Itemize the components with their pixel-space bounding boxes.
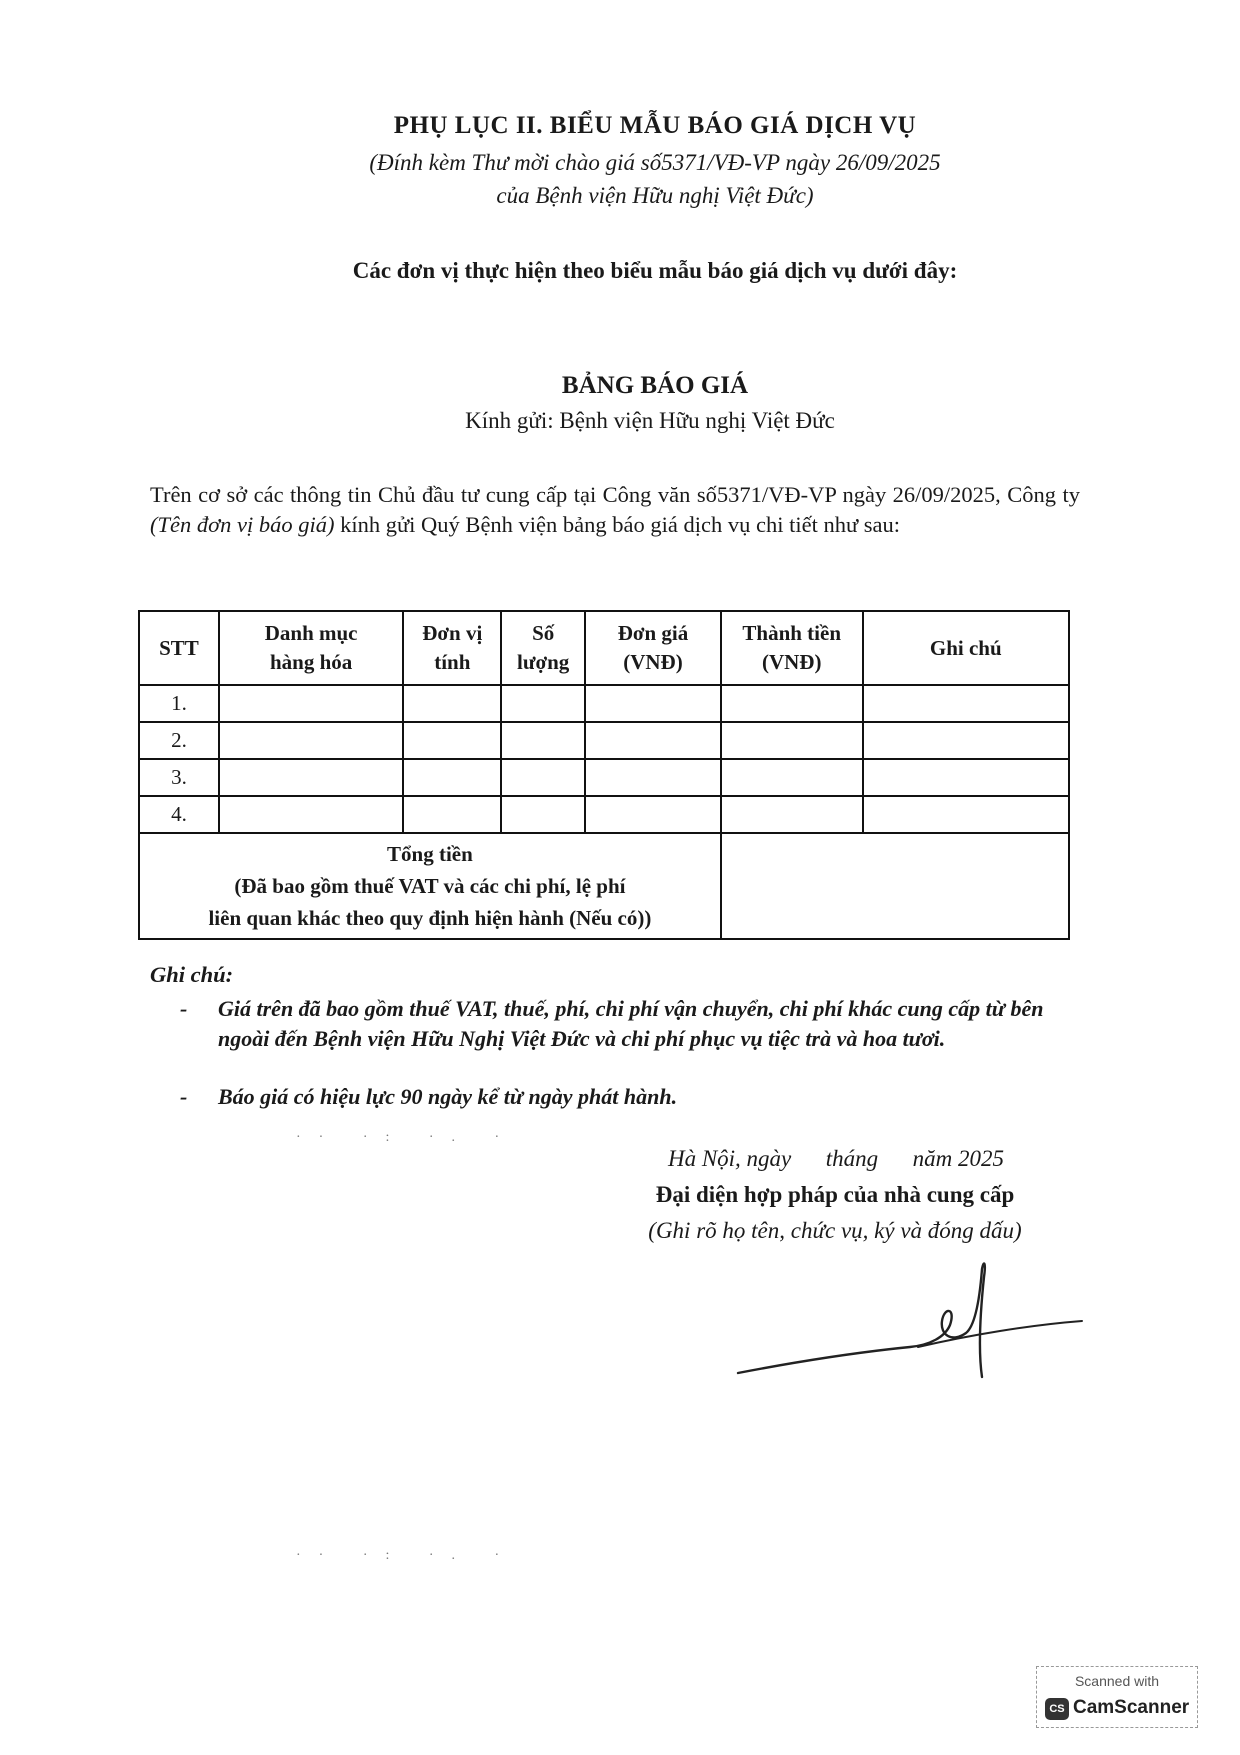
row-stt: 1. [139, 685, 219, 722]
header-amount-line1: Thành tiền [742, 621, 842, 645]
total-row [139, 833, 1069, 939]
notes-heading: Ghi chú: [150, 962, 234, 987]
cell-amount [721, 796, 863, 833]
row-stt: 3. [139, 759, 219, 796]
cell-unit-price [585, 685, 721, 722]
total-value-cell [721, 833, 1069, 939]
cell-unit [403, 685, 501, 722]
header-note: Ghi chú [863, 611, 1069, 685]
header-price-line2: (VNĐ) [623, 650, 683, 674]
cell-amount [721, 759, 863, 796]
header-unit-line1: Đơn vị [422, 621, 483, 645]
cell-unit [403, 759, 501, 796]
cell-item [219, 796, 404, 833]
row-stt: 2. [139, 722, 219, 759]
quote-table [138, 610, 1070, 940]
table-row [139, 722, 1069, 759]
attachment-reference-issuer: của Bệnh viện Hữu nghị Việt Đức) [496, 183, 814, 208]
row-stt: 4. [139, 796, 219, 833]
header-stt: STT [139, 611, 219, 685]
quote-title: BẢNG BÁO GIÁ [561, 372, 749, 399]
cell-quantity [501, 759, 585, 796]
cell-quantity [501, 685, 585, 722]
camscanner-watermark [1036, 1666, 1198, 1728]
cell-item [219, 759, 404, 796]
header-item-line1: Danh mục [264, 621, 358, 645]
intro-text-part1: Trên cơ sở các thông tin Chủ đầu tư cung cấp tại Công văn số5371/VĐ-VP ngày 26/09/2025, Công ty [150, 482, 1080, 507]
note-text: Giá trên đã bao gồm thuế VAT, thuế, phí, chi phí vận chuyển, chi phí khác cung cấp từ bên ngoài đến Bệnh viện Hữu Nghị Việt Đức và chi phí phục vụ tiệc trà và hoa tươi. [218, 996, 1044, 1051]
note-item [180, 1082, 1080, 1112]
header-unit-price [585, 611, 721, 685]
addressee-line: Kính gửi: Bệnh viện Hữu nghị Việt Đức [465, 408, 835, 433]
attachment-reference: (Đính kèm Thư mời chào giá số5371/VĐ-VP ngày 26/09/2025 [369, 150, 941, 175]
handwritten-signature [730, 1255, 1090, 1385]
header-unit [403, 611, 501, 685]
cell-quantity [501, 796, 585, 833]
representative-title: Đại diện hợp pháp của nhà cung cấp [655, 1182, 1015, 1207]
total-label [139, 833, 721, 939]
intro-text-part2: kính gửi Quý Bệnh viện bảng báo giá dịch vụ chi tiết như sau: [334, 512, 901, 537]
header-unit-line2: tính [434, 650, 471, 674]
cell-quantity [501, 722, 585, 759]
camscanner-logo-icon: CS [1045, 1698, 1069, 1720]
cell-item [219, 722, 404, 759]
note-text: Báo giá có hiệu lực 90 ngày kể từ ngày phát hành. [218, 1084, 678, 1109]
intro-paragraph [150, 480, 1080, 540]
header-quantity [501, 611, 585, 685]
header-amount-line2: (VNĐ) [761, 650, 822, 674]
header-amount [721, 611, 863, 685]
document-title: PHỤ LỤC II. BIỂU MẪU BÁO GIÁ DỊCH VỤ [393, 112, 917, 139]
cell-item [219, 685, 404, 722]
scan-artifacts: ·· ·: ·. · [296, 1130, 518, 1145]
table-row [139, 685, 1069, 722]
cell-note [863, 796, 1069, 833]
header-price-line1: Đơn giá [617, 621, 689, 645]
note-bullet: - [180, 1084, 188, 1109]
table-row [139, 796, 1069, 833]
total-label-line2: (Đã bao gồm thuế VAT và các chi phí, lệ phí [234, 874, 626, 898]
signature-instruction: (Ghi rõ họ tên, chức vụ, ký và đóng dấu) [648, 1218, 1022, 1243]
table-row [139, 759, 1069, 796]
header-qty-line2: lượng [517, 650, 570, 674]
total-label-line1: Tổng tiền [387, 842, 473, 866]
cell-unit [403, 722, 501, 759]
total-label-line3: liên quan khác theo quy định hiện hành (Nếu có)) [208, 906, 652, 930]
note-bullet: - [180, 996, 188, 1021]
cell-unit-price [585, 759, 721, 796]
note-item [180, 994, 1080, 1054]
table-header-row [139, 611, 1069, 685]
cell-note [863, 685, 1069, 722]
form-instruction: Các đơn vị thực hiện theo biểu mẫu báo giá dịch vụ dưới đây: [352, 258, 958, 283]
cell-unit-price [585, 722, 721, 759]
cell-unit-price [585, 796, 721, 833]
scan-artifacts: ·· ·: ·. · [296, 1548, 518, 1563]
header-item [219, 611, 404, 685]
cell-note [863, 759, 1069, 796]
intro-company-placeholder: (Tên đơn vị báo giá) [150, 512, 335, 537]
header-qty-line1: Số [532, 621, 555, 645]
watermark-brand: CamScanner [1073, 1697, 1190, 1718]
place-date-line: Hà Nội, ngày tháng năm 2025 [667, 1146, 1005, 1171]
cell-unit [403, 796, 501, 833]
watermark-caption: Scanned with [1074, 1673, 1160, 1689]
cell-amount [721, 685, 863, 722]
cell-amount [721, 722, 863, 759]
cell-note [863, 722, 1069, 759]
header-item-line2: hàng hóa [269, 650, 353, 674]
